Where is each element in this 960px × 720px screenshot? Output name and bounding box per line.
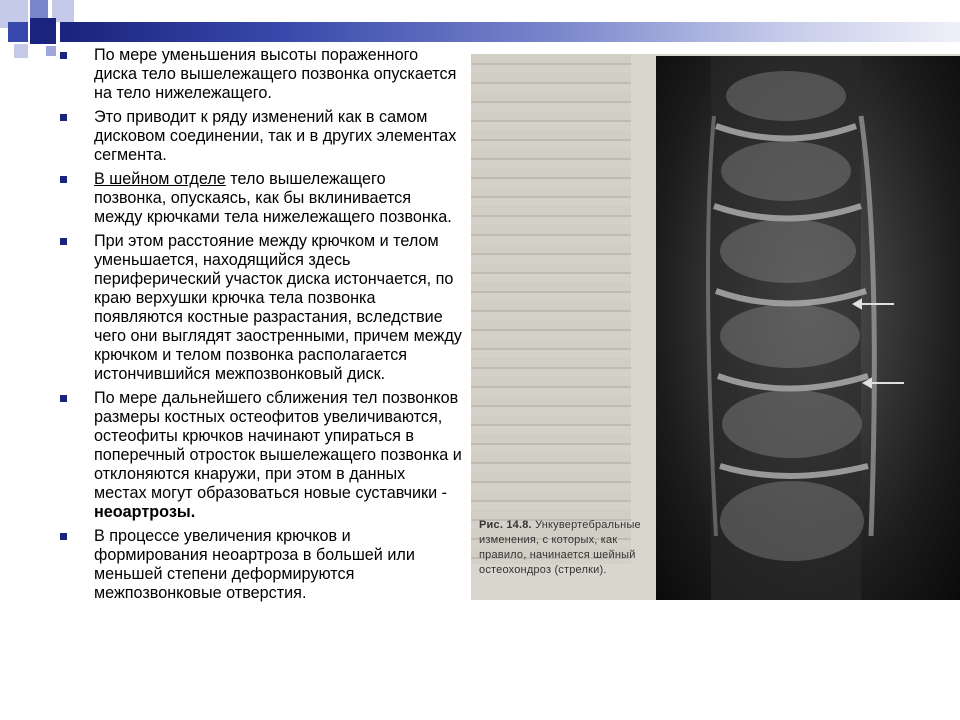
bullet-text: Это приводит к ряду изменений как в самом дисковом соединении, так и в других элементах сегмента. bbox=[94, 108, 457, 164]
figure-caption bbox=[479, 518, 654, 578]
bullet-underlined-text: В шейном отделе bbox=[94, 170, 226, 188]
arrow-left-icon bbox=[656, 56, 960, 600]
xray-image bbox=[656, 56, 960, 600]
decorative-square bbox=[14, 44, 28, 58]
book-page-background bbox=[471, 54, 631, 564]
bullet-square-icon bbox=[60, 395, 67, 402]
figure-photo bbox=[471, 54, 960, 600]
bullet-square-icon bbox=[60, 52, 67, 59]
bullet-text: тело вышележащего позвонка, опускаясь, как бы вклинивается между крючками тела нижележащего позвонка. bbox=[94, 170, 452, 226]
bullet-item bbox=[60, 46, 462, 103]
bullet-text: При этом расстояние между крючком и телом уменьшается, находящийся здесь периферический участок диска истончается, по краю верхушки крючка тела позвонка появляются костные разрастания, вследствие чего они выглядят заостренными, причем между крючком и телом позвонка располагается истончившийся межпозвонковый диск. bbox=[94, 232, 462, 383]
bullet-item bbox=[60, 527, 462, 603]
bullet-item bbox=[60, 170, 462, 227]
bullet-item bbox=[60, 108, 462, 165]
bullet-item bbox=[60, 389, 462, 522]
bullet-text: По мере дальнейшего сближения тел позвонков размеры костных остеофитов увеличиваются, остеофиты крючков начинают упираться в поперечный отросток вышележащего позвонка и отклоняются кнаружи, при этом в данных местах могут образоваться новые суставчики - bbox=[94, 389, 462, 502]
decorative-square bbox=[30, 0, 48, 18]
decorative-header bbox=[0, 0, 960, 44]
caption-label: Рис. 14.8. bbox=[479, 519, 532, 531]
bullet-item bbox=[60, 232, 462, 384]
bullet-text: По мере уменьшения высоты пораженного диска тело вышележащего позвонка опускается на тело нижележащего. bbox=[94, 46, 457, 102]
bullet-square-icon bbox=[60, 238, 67, 245]
bullet-text: В процессе увеличения крючков и формирования неоартроза в большей или меньшей степени деформируются межпозвонковые отверстия. bbox=[94, 527, 415, 602]
decorative-square bbox=[46, 46, 56, 56]
bullet-square-icon bbox=[60, 114, 67, 121]
bullet-square-icon bbox=[60, 176, 67, 183]
bullet-bold-text: неоартрозы. bbox=[94, 503, 196, 521]
caption-text: Ункувертебральные изменения, с которых, как правило, начинается шейный остеохондроз (стрелки). bbox=[479, 519, 641, 576]
bullet-list bbox=[60, 46, 462, 608]
decorative-square bbox=[30, 18, 56, 44]
decorative-square bbox=[8, 22, 28, 42]
bullet-square-icon bbox=[60, 533, 67, 540]
header-gradient-band bbox=[60, 22, 960, 42]
